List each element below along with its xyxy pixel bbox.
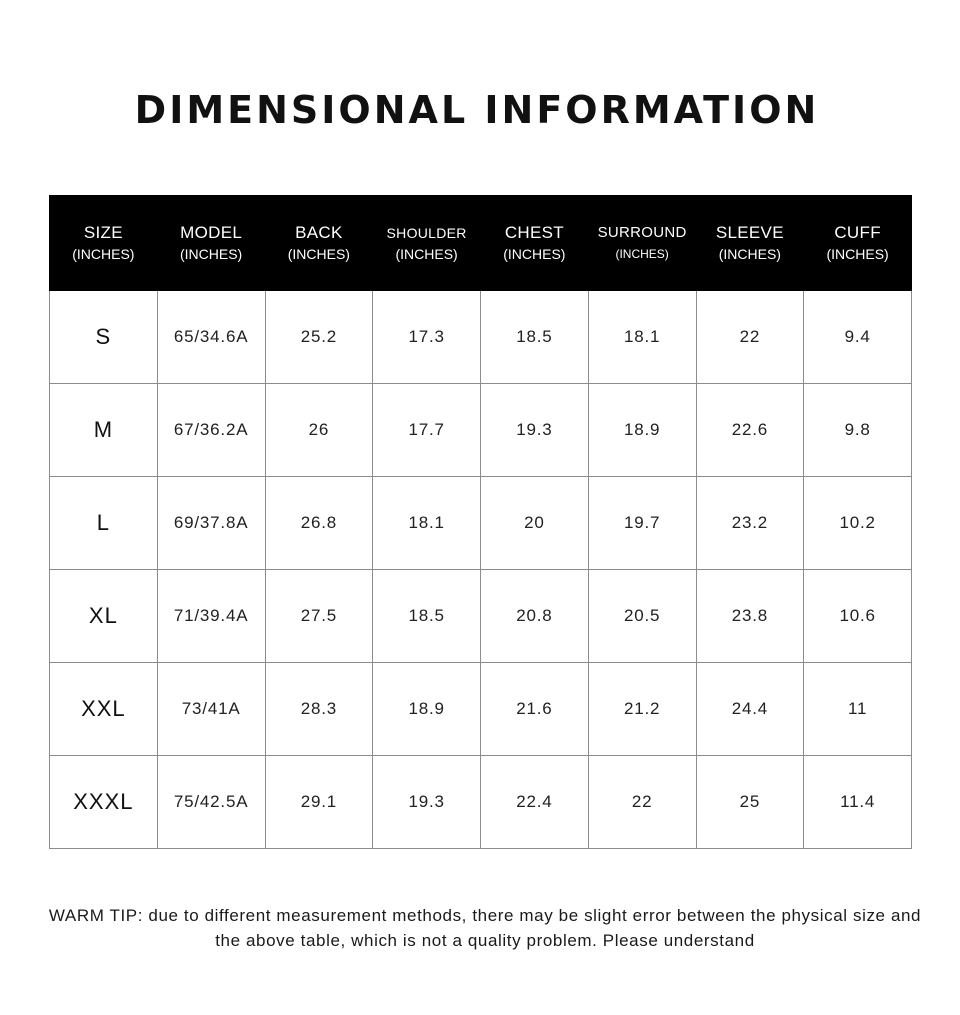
column-header-unit: (INCHES) xyxy=(287,246,350,262)
table-row xyxy=(50,291,912,384)
size-chart-table xyxy=(49,195,912,849)
shoulder-cell: 17.7 xyxy=(373,384,481,477)
cuff-cell: 9.4 xyxy=(804,291,912,384)
sleeve-cell: 23.2 xyxy=(696,477,804,570)
model-cell: 67/36.2A xyxy=(157,384,265,477)
column-header-label: CUFF xyxy=(834,223,881,242)
size-cell: S xyxy=(50,291,158,384)
column-header-unit: (INCHES) xyxy=(180,246,243,262)
table-row xyxy=(50,570,912,663)
table-header xyxy=(50,196,912,291)
back-cell: 27.5 xyxy=(265,570,373,663)
chest-cell: 22.4 xyxy=(481,756,589,849)
back-cell: 29.1 xyxy=(265,756,373,849)
column-header-label: SIZE xyxy=(83,223,123,242)
surround-cell: 22 xyxy=(588,756,696,849)
table-row xyxy=(50,756,912,849)
column-header-unit: (INCHES) xyxy=(503,246,566,262)
cuff-cell: 11 xyxy=(804,663,912,756)
column-header-chest xyxy=(481,196,589,291)
table-row xyxy=(50,477,912,570)
sleeve-cell: 25 xyxy=(696,756,804,849)
column-header-cuff xyxy=(804,196,912,291)
header-row xyxy=(50,196,912,291)
chest-cell: 18.5 xyxy=(481,291,589,384)
cuff-cell: 9.8 xyxy=(804,384,912,477)
shoulder-cell: 19.3 xyxy=(373,756,481,849)
column-header-label: MODEL xyxy=(180,223,243,242)
model-cell: 75/42.5A xyxy=(157,756,265,849)
column-header-back xyxy=(265,196,373,291)
column-header-shoulder xyxy=(373,196,481,291)
column-header-label: CHEST xyxy=(504,223,564,242)
chest-cell: 19.3 xyxy=(481,384,589,477)
column-header-unit: (INCHES) xyxy=(395,246,458,262)
chest-cell: 20 xyxy=(481,477,589,570)
warm-tip-note: WARM TIP: due to different measurement methods, there may be slight error between the physical size and the above table, which is not a quality problem. Please understand xyxy=(48,906,922,950)
column-header-label: SHOULDER xyxy=(386,225,467,241)
surround-cell: 20.5 xyxy=(588,570,696,663)
cuff-cell: 10.6 xyxy=(804,570,912,663)
shoulder-cell: 17.3 xyxy=(373,291,481,384)
chest-cell: 21.6 xyxy=(481,663,589,756)
surround-cell: 21.2 xyxy=(588,663,696,756)
back-cell: 26 xyxy=(265,384,373,477)
column-header-unit: (INCHES) xyxy=(826,246,889,262)
model-cell: 65/34.6A xyxy=(157,291,265,384)
back-cell: 26.8 xyxy=(265,477,373,570)
size-cell: XXL xyxy=(50,663,158,756)
table-row xyxy=(50,384,912,477)
model-cell: 71/39.4A xyxy=(157,570,265,663)
shoulder-cell: 18.5 xyxy=(373,570,481,663)
cuff-cell: 11.4 xyxy=(804,756,912,849)
sleeve-cell: 23.8 xyxy=(696,570,804,663)
surround-cell: 18.9 xyxy=(588,384,696,477)
size-cell: XL xyxy=(50,570,158,663)
size-cell: L xyxy=(50,477,158,570)
table-row xyxy=(50,663,912,756)
column-header-unit: (INCHES) xyxy=(615,247,669,261)
size-cell: M xyxy=(50,384,158,477)
column-header-surround xyxy=(588,196,696,291)
surround-cell: 19.7 xyxy=(588,477,696,570)
shoulder-cell: 18.1 xyxy=(373,477,481,570)
table-body xyxy=(50,291,912,849)
sleeve-cell: 24.4 xyxy=(696,663,804,756)
sleeve-cell: 22 xyxy=(696,291,804,384)
column-header-unit: (INCHES) xyxy=(72,246,135,262)
back-cell: 25.2 xyxy=(265,291,373,384)
column-header-size xyxy=(50,196,158,291)
column-header-model xyxy=(157,196,265,291)
size-cell: XXXL xyxy=(50,756,158,849)
column-header-unit: (INCHES) xyxy=(718,246,781,262)
page-title: DIMENSIONAL INFORMATION xyxy=(134,88,820,132)
cuff-cell: 10.2 xyxy=(804,477,912,570)
model-cell: 73/41A xyxy=(157,663,265,756)
sleeve-cell: 22.6 xyxy=(696,384,804,477)
column-header-label: BACK xyxy=(295,223,343,242)
back-cell: 28.3 xyxy=(265,663,373,756)
shoulder-cell: 18.9 xyxy=(373,663,481,756)
column-header-label: SLEEVE xyxy=(715,223,784,242)
surround-cell: 18.1 xyxy=(588,291,696,384)
column-header-label: SURROUND xyxy=(597,224,687,241)
column-header-sleeve xyxy=(696,196,804,291)
model-cell: 69/37.8A xyxy=(157,477,265,570)
chest-cell: 20.8 xyxy=(481,570,589,663)
